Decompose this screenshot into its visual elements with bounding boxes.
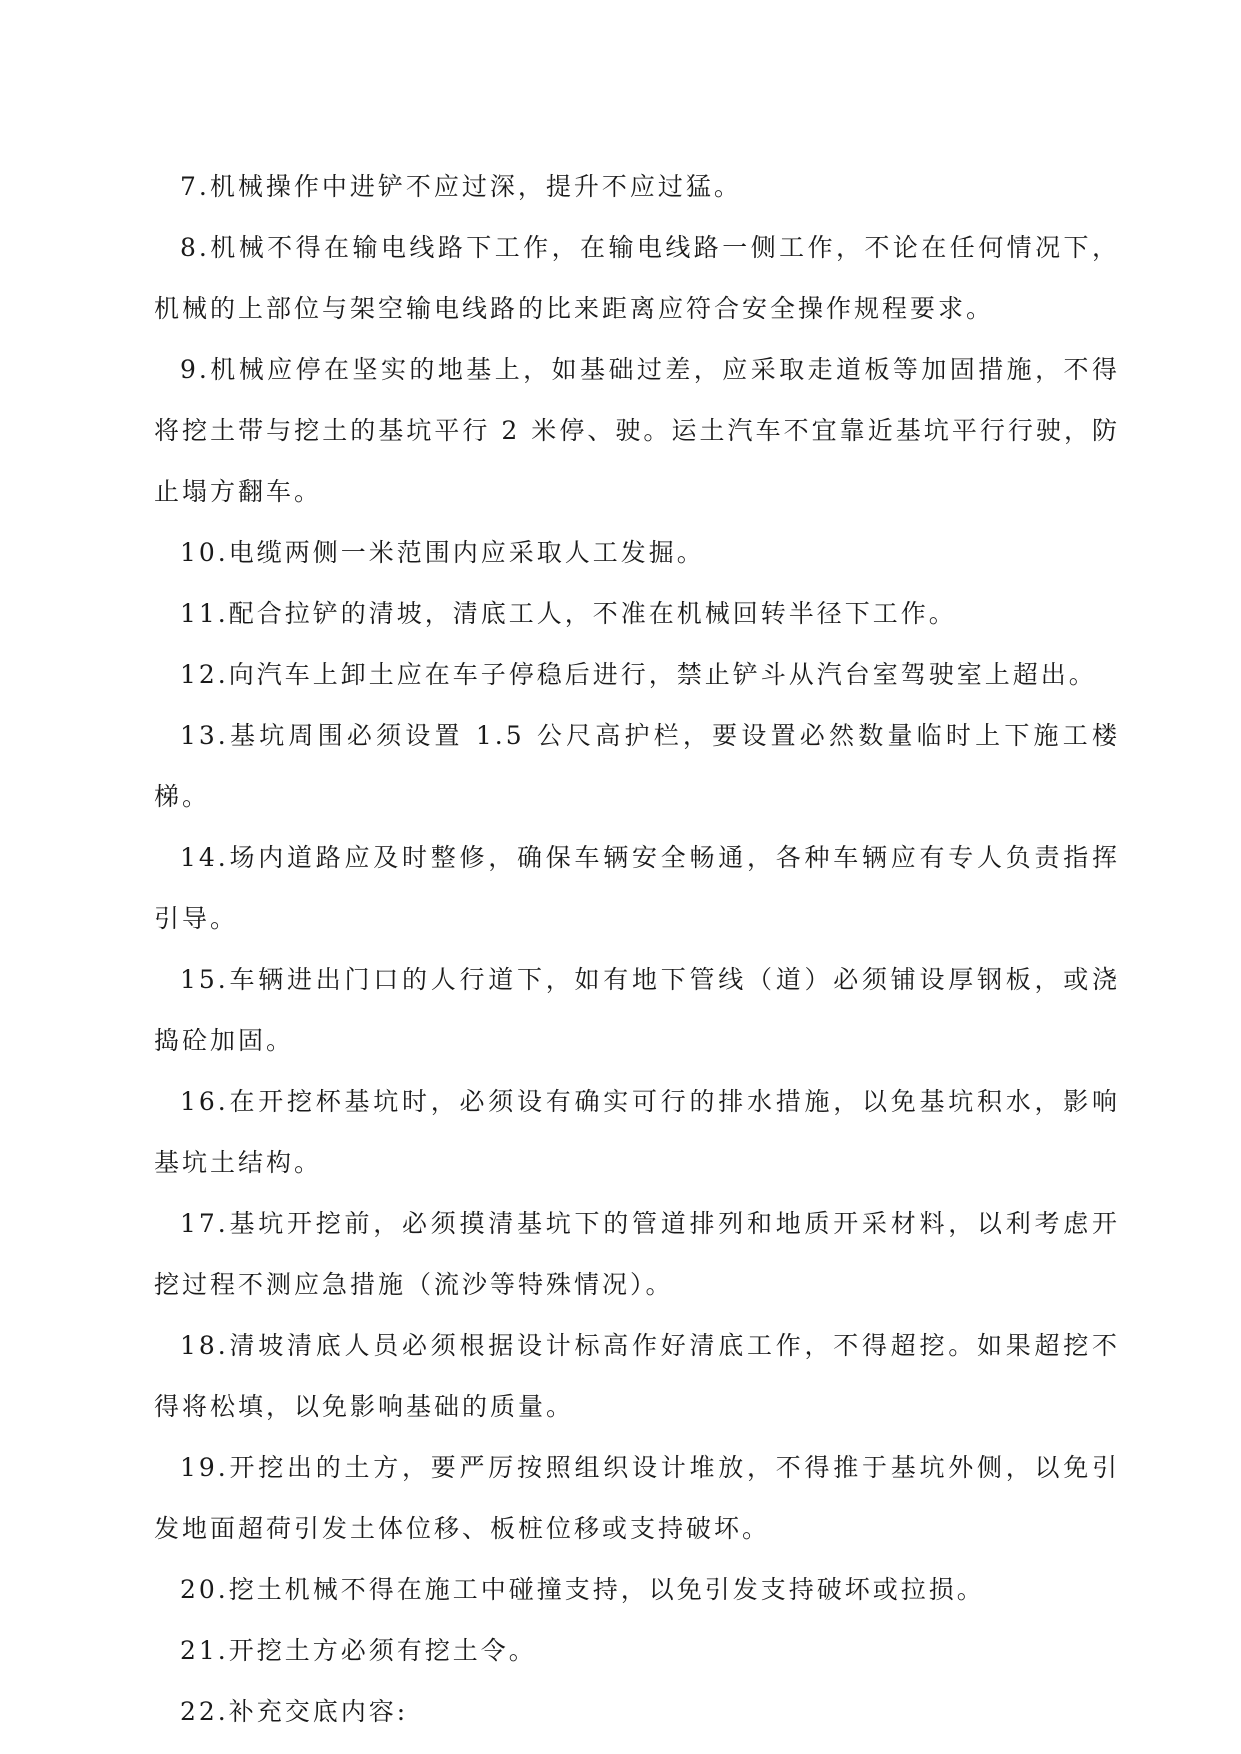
paragraph-item-21: 21.开挖土方必须有挖土令。 [180,1636,537,1665]
paragraph-item-7: 7.机械操作中进铲不应过深，提升不应过猛。 [180,172,742,201]
paragraph-item-17: 17.基坑开挖前，必须摸清基坑下的管道排列和地质开采材料，以利考虑开挖过程不测应急措施（流沙等特殊情况）。 [154,1209,1120,1299]
paragraph-item-12: 12.向汽车上卸土应在车子停稳后进行，禁止铲斗从汽台室驾驶室上超出。 [180,660,1097,689]
paragraph-item-13: 13.基坑周围必须设置 1.5 公尺高护栏，要设置必然数量临时上下施工楼梯。 [154,721,1120,811]
paragraph-item-14: 14.场内道路应及时整修，确保车辆安全畅通，各种车辆应有专人负责指挥引导。 [154,843,1120,933]
paragraph-item-18: 18.清坡清底人员必须根据设计标高作好清底工作，不得超挖。如果超挖不得将松填，以免影响基础的质量。 [154,1331,1120,1421]
paragraph-item-8: 8.机械不得在输电线路下工作，在输电线路一侧工作，不论在任何情况下，机械的上部位与架空输电线路的比来距离应符合安全操作规程要求。 [154,233,1120,323]
paragraph-item-22: 22.补充交底内容: [180,1697,409,1726]
paragraph-item-11: 11.配合拉铲的清坡，清底工人，不准在机械回转半径下工作。 [180,599,957,628]
paragraph-item-16: 16.在开挖杯基坑时，必须设有确实可行的排水措施，以免基坑积水，影响基坑土结构。 [154,1087,1120,1177]
document-body [154,156,1120,1742]
paragraph-item-19: 19.开挖出的土方，要严厉按照组织设计堆放，不得推于基坑外侧，以免引发地面超荷引发土体位移、板桩位移或支持破坏。 [154,1453,1120,1543]
paragraph-item-10: 10.电缆两侧一米范围内应采取人工发掘。 [180,538,705,567]
paragraph-item-15: 15.车辆进出门口的人行道下，如有地下管线（道）必须铺设厚钢板，或浇捣砼加固。 [154,965,1120,1055]
paragraph-item-20: 20.挖土机械不得在施工中碰撞支持，以免引发支持破坏或拉损。 [180,1575,985,1604]
paragraph-item-9: 9.机械应停在坚实的地基上，如基础过差，应采取走道板等加固措施，不得将挖土带与挖土的基坑平行 2 米停、驶。运土汽车不宜靠近基坑平行行驶，防止塌方翻车。 [154,355,1120,506]
